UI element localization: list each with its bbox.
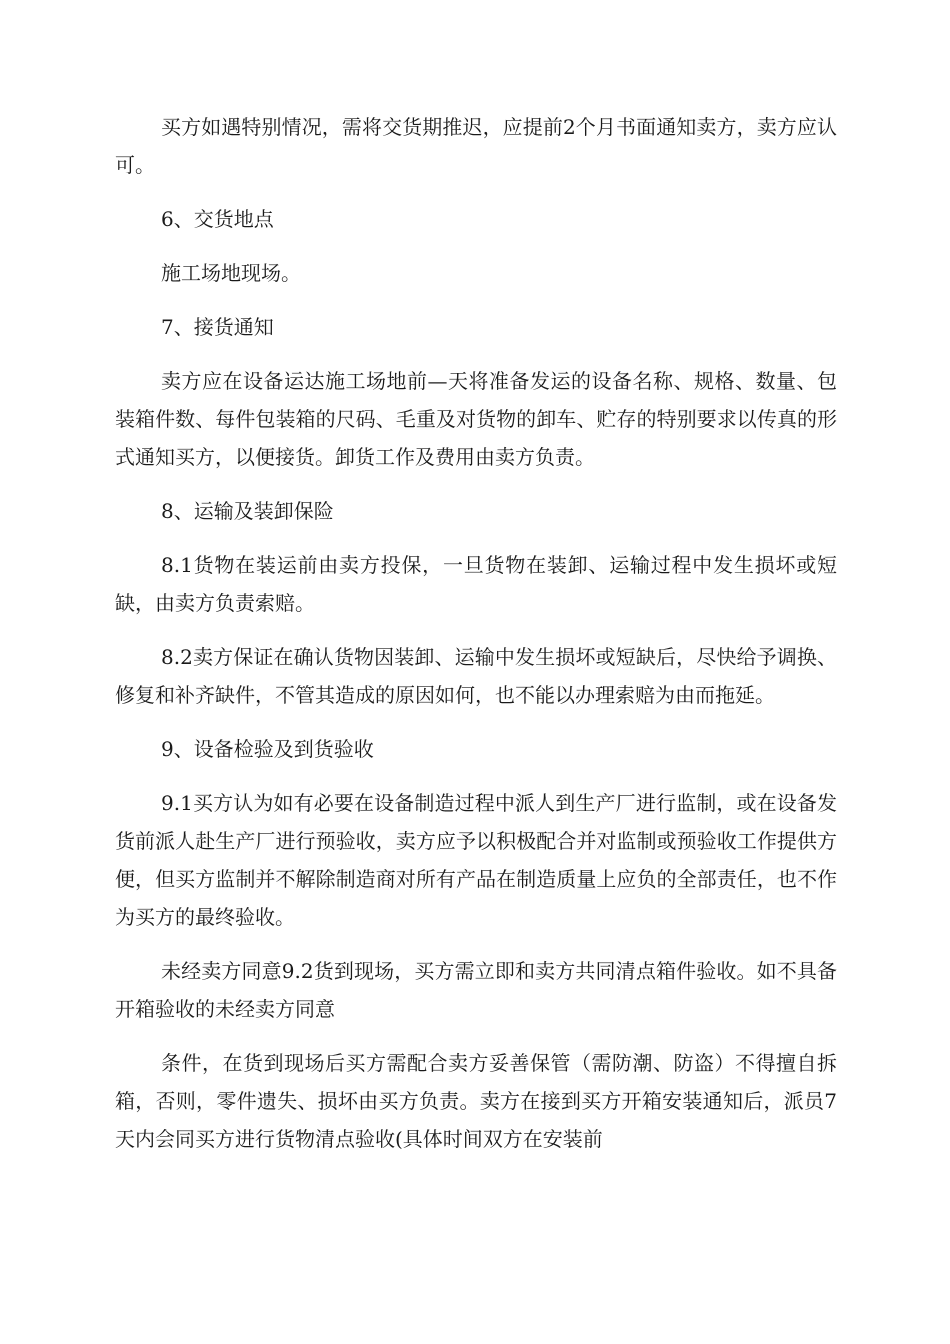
heading-transport-insurance: 8、运输及装卸保险 bbox=[161, 499, 334, 523]
paragraph-delivery-location: 施工场地现场。 bbox=[161, 261, 301, 285]
paragraph-delivery-postpone: 买方如遇特别情况，需将交货期推迟，应提前2个月书面通知卖方，卖方应认可。 bbox=[115, 115, 837, 177]
paragraph-clause-8-1: 8.1货物在装运前由卖方投保，一旦货物在装卸、运输过程中发生损坏或短缺，由卖方负责索赔。 bbox=[115, 553, 837, 615]
document-body bbox=[115, 108, 837, 1174]
heading-delivery-location: 6、交货地点 bbox=[161, 207, 274, 231]
paragraph-clause-9-2: 未经卖方同意9.2货到现场，买方需立即和卖方共同清点箱件验收。如不具备开箱验收的未经卖方同意 bbox=[115, 959, 837, 1021]
paragraph-conditions: 条件，在货到现场后买方需配合卖方妥善保管（需防潮、防盗）不得擅自拆箱，否则，零件遗失、损坏由买方负责。卖方在接到买方开箱安装通知后，派员7天内会同买方进行货物清点验收(具体时间双方在安装前 bbox=[115, 1051, 837, 1151]
heading-inspection-acceptance: 9、设备检验及到货验收 bbox=[161, 737, 374, 761]
heading-receipt-notice: 7、接货通知 bbox=[161, 315, 274, 339]
paragraph-clause-8-2: 8.2卖方保证在确认货物因装卸、运输中发生损坏或短缺后，尽快给予调换、修复和补齐缺件，不管其造成的原因如何，也不能以办理索赔为由而拖延。 bbox=[115, 645, 837, 707]
paragraph-clause-9-1: 9.1买方认为如有必要在设备制造过程中派人到生产厂进行监制，或在设备发货前派人赴生产厂进行预验收，卖方应予以积极配合并对监制或预验收工作提供方便，但买方监制并不解除制造商对所有产品在制造质量上应负的全部责任，也不作为买方的最终验收。 bbox=[115, 791, 837, 929]
paragraph-receipt-notice: 卖方应在设备运达施工场地前—天将准备发运的设备名称、规格、数量、包装箱件数、每件包装箱的尺码、毛重及对货物的卸车、贮存的特别要求以传真的形式通知买方，以便接货。卸货工作及费用由卖方负责。 bbox=[115, 369, 837, 469]
